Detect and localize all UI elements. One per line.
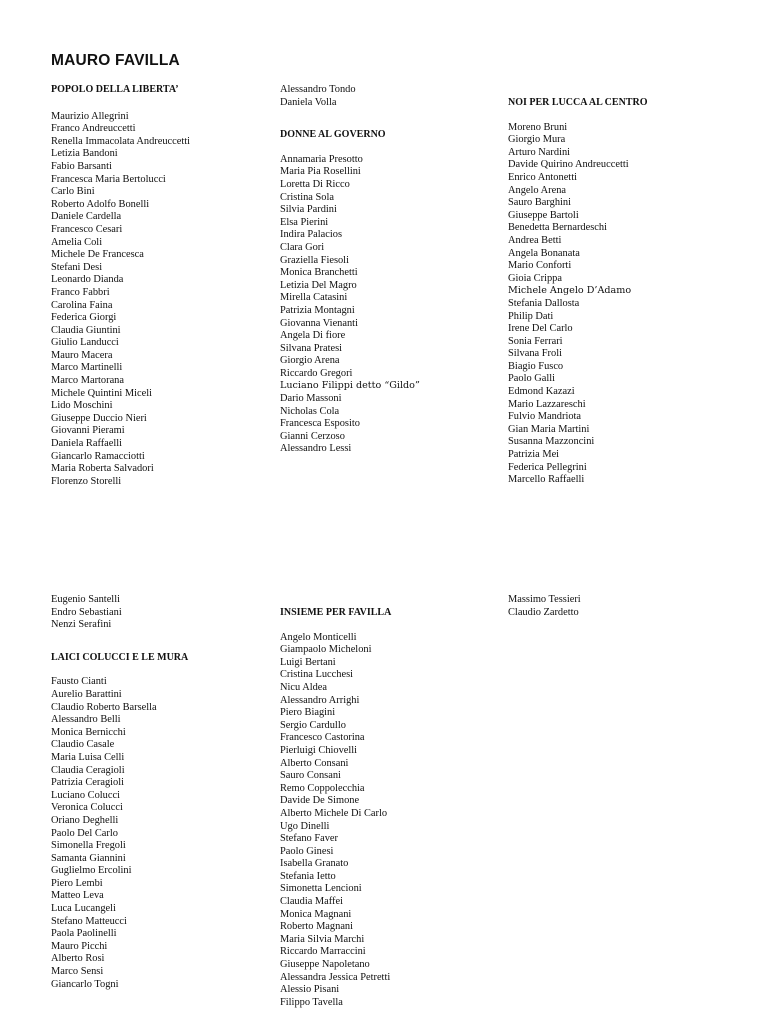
candidate-name: Amelia Coli xyxy=(51,236,103,248)
candidate-name: Indira Palacios xyxy=(280,229,343,241)
candidate-name: Veronica Colucci xyxy=(51,802,123,814)
candidate-name: Alberto Consani xyxy=(280,757,349,769)
candidate-name: Luca Lucangeli xyxy=(51,903,116,915)
candidate-name: Susanna Mazzoncini xyxy=(508,436,595,448)
candidate-name: Alessandro Tondo xyxy=(280,84,356,95)
candidate-name: Giampaolo Micheloni xyxy=(280,644,372,656)
candidate-name: Gianni Cerzoso xyxy=(280,430,345,442)
candidate-name: Claudia Maffei xyxy=(280,896,343,908)
candidate-name: Paolo Ginesi xyxy=(280,845,334,857)
candidate-name: Paolo Galli xyxy=(508,373,556,385)
candidate-name: Elsa Pierini xyxy=(280,216,329,228)
candidate-name: Remo Coppolecchia xyxy=(280,782,365,794)
candidate-name: Sonia Ferrari xyxy=(508,335,563,347)
candidate-name: Piero Biagini xyxy=(280,707,336,719)
candidate-name: Renella Immacolata Andreuccetti xyxy=(51,135,191,147)
upper-column-1 xyxy=(51,84,271,488)
candidate-name: Isabella Granato xyxy=(280,858,349,870)
candidate-name: Angelo Arena xyxy=(508,184,566,196)
candidate-name: Edmond Kazazi xyxy=(508,386,575,398)
candidate-name: Claudio Zardetto xyxy=(508,606,579,618)
candidate-name: Simonella Fregoli xyxy=(51,840,126,852)
candidate-name: Andrea Betti xyxy=(508,234,562,246)
candidate-name: Nicu Aldea xyxy=(280,681,328,693)
candidate-name: Biagio Fusco xyxy=(508,360,564,372)
candidate-name: Maria Silvia Marchi xyxy=(280,933,365,945)
candidate-name: Maria Pia Rosellini xyxy=(280,166,361,178)
candidate-name: Franco Andreuccetti xyxy=(51,123,136,135)
party-heading: POPOLO DELLA LIBERTA’ xyxy=(51,84,179,95)
candidate-name: Davide De Simone xyxy=(280,795,360,807)
candidate-name: Fabio Barsanti xyxy=(51,160,112,172)
candidate-name: Paolo Del Carlo xyxy=(51,827,118,839)
candidate-name: Patrizia Montagni xyxy=(280,304,355,316)
candidate-name: Sergio Cardullo xyxy=(280,719,346,731)
candidate-name: Ugo Dinelli xyxy=(280,820,330,832)
candidate-name: Claudia Ceragioli xyxy=(51,764,125,776)
candidate-name: Enrico Antonetti xyxy=(508,171,577,183)
candidate-name: Massimo Tessieri xyxy=(508,594,581,605)
candidate-name: Angelo Monticelli xyxy=(280,631,357,643)
candidate-name: Nicholas Cola xyxy=(280,405,340,417)
candidate-name: Pierluigi Chiovelli xyxy=(280,744,358,756)
lower-column-2 xyxy=(280,607,500,1009)
candidate-name: Gian Maria Martini xyxy=(508,423,590,435)
candidate-name: Letizia Bandoni xyxy=(51,148,118,160)
candidate-name: Riccardo Marraccini xyxy=(280,946,366,958)
candidate-name: Maria Luisa Celli xyxy=(51,751,125,763)
candidate-name: Aurelio Barattini xyxy=(51,688,122,700)
continued-candidate-list xyxy=(508,594,728,619)
candidate-name: Endro Sebastiani xyxy=(51,606,122,618)
candidate-name: Sauro Barghini xyxy=(508,197,572,209)
candidate-name: Angela Bonanata xyxy=(508,247,580,259)
candidate-name: Riccardo Gregori xyxy=(280,367,353,379)
candidate-list xyxy=(280,154,500,456)
candidate-name: Francesca Maria Bertolucci xyxy=(51,173,166,185)
candidate-name: Piero Lembi xyxy=(51,877,103,889)
candidate-name: Mario Lazzareschi xyxy=(508,398,586,410)
candidate-name: Arturo Nardini xyxy=(508,146,571,158)
candidate-name: Annamaria Presotto xyxy=(280,153,363,165)
candidate-name: Moreno Bruni xyxy=(508,121,568,133)
lower-column-1 xyxy=(51,594,271,991)
candidate-name: Lido Moschini xyxy=(51,400,113,412)
candidate-name: Alberto Rosi xyxy=(51,953,105,965)
candidate-name: Luigi Bertani xyxy=(280,656,336,668)
candidate-name: Fausto Cianti xyxy=(51,676,107,688)
candidate-name: Benedetta Bernardeschi xyxy=(508,222,607,234)
candidate-name: Fulvio Mandriota xyxy=(508,411,582,423)
candidate-name: Monica Branchetti xyxy=(280,267,358,279)
candidate-name: Giuseppe Napoletano xyxy=(280,959,370,971)
candidate-name: Alessandro Arrighi xyxy=(280,694,360,706)
candidate-name: Oriano Deghelli xyxy=(51,814,119,826)
candidate-name: Mario Conforti xyxy=(508,260,572,272)
candidate-name: Marco Martinelli xyxy=(51,362,123,374)
candidate-name: Michele De Francesca xyxy=(51,249,144,261)
candidate-name: Giuseppe Duccio Nieri xyxy=(51,412,147,424)
document-title: MAURO FAVILLA xyxy=(51,52,180,69)
candidate-name: Marco Sensi xyxy=(51,966,104,978)
candidate-name: Giovanni Pierami xyxy=(51,425,125,437)
candidate-name: Daniela Volla xyxy=(280,96,337,108)
candidate-name: Alessandra Jessica Petretti xyxy=(280,971,391,983)
candidate-name: Francesca Esposito xyxy=(280,418,360,430)
candidate-name: Gioia Crippa xyxy=(508,272,562,284)
candidate-name: Luciano Colucci xyxy=(51,789,120,801)
candidate-name: Davide Quirino Andreuccetti xyxy=(508,159,629,171)
candidate-name: Monica Bernicchi xyxy=(51,726,126,738)
party-heading: LAICI COLUCCI E LE MURA xyxy=(51,651,189,663)
candidate-list xyxy=(51,111,271,489)
candidate-name: Stefania Dallosta xyxy=(508,297,580,309)
candidate-name: Paola Paolinelli xyxy=(51,928,117,940)
candidate-list xyxy=(51,676,271,991)
candidate-name: Stefania Ietto xyxy=(280,870,336,882)
candidate-name: Patrizia Mei xyxy=(508,449,560,461)
candidate-name: Silvana Pratesi xyxy=(280,342,343,354)
candidate-name: Cristina Sola xyxy=(280,191,334,203)
candidate-name: Maurizio Allegrini xyxy=(51,110,129,122)
candidate-name: Alessandro Belli xyxy=(51,714,121,726)
candidate-name: Claudio Casale xyxy=(51,739,115,751)
candidate-name: Dario Massoni xyxy=(280,393,342,405)
candidate-name: Clara Gori xyxy=(280,241,325,253)
candidate-name: Franco Fabbri xyxy=(51,286,110,298)
candidate-name: Marcello Raffaelli xyxy=(508,474,585,486)
candidate-name: Stefano Faver xyxy=(280,833,338,845)
candidate-name: Samanta Giannini xyxy=(51,852,126,864)
candidate-name: Nenzi Serafini xyxy=(51,619,112,631)
candidate-name: Patrizia Ceragioli xyxy=(51,777,124,789)
party-heading: INSIEME PER FAVILLA xyxy=(280,607,392,618)
candidate-name: Philip Dati xyxy=(508,310,554,322)
candidate-name: Giuseppe Bartoli xyxy=(508,209,579,221)
lower-column-3 xyxy=(508,594,728,619)
candidate-name: Roberto Adolfo Bonelli xyxy=(51,198,150,210)
candidate-name: Leonardo Dianda xyxy=(51,274,124,286)
candidate-name: Matteo Leva xyxy=(51,890,104,902)
candidate-name: Florenzo Storelli xyxy=(51,475,122,487)
upper-column-3 xyxy=(508,97,728,487)
candidate-name: Loretta Di Ricco xyxy=(280,178,350,190)
candidate-name: Eugenio Santelli xyxy=(51,594,120,605)
candidate-name: Simonetta Lencioni xyxy=(280,883,362,895)
candidate-name: Mirella Catasini xyxy=(280,292,348,304)
candidate-name: Angela Di fiore xyxy=(280,330,346,342)
candidate-name: Sauro Consani xyxy=(280,770,341,782)
candidate-name: Giancarlo Togni xyxy=(51,978,119,990)
candidate-name: Stefani Desi xyxy=(51,261,103,273)
candidate-name: Alberto Michele Di Carlo xyxy=(280,807,388,819)
candidate-name: Filippo Tavella xyxy=(280,996,343,1008)
candidate-name: Giancarlo Ramacciotti xyxy=(51,450,145,462)
candidate-name: Michele Angelo D’Adamo xyxy=(508,285,632,297)
candidate-name: Guglielmo Ercolini xyxy=(51,865,132,877)
candidate-name: Federica Giorgi xyxy=(51,312,117,324)
candidate-name: Giorgio Mura xyxy=(508,134,566,146)
candidate-name: Giorgio Arena xyxy=(280,355,340,367)
candidate-name: Daniela Raffaelli xyxy=(51,438,123,450)
candidate-name: Alessio Pisani xyxy=(280,984,340,996)
candidate-name: Mauro Macera xyxy=(51,349,113,361)
candidate-name: Graziella Fiesoli xyxy=(280,254,349,266)
candidate-name: Silvia Pardini xyxy=(280,204,337,216)
continued-candidate-list xyxy=(280,84,500,109)
candidate-name: Cristina Lucchesi xyxy=(280,669,354,681)
candidate-name: Claudio Roberto Barsella xyxy=(51,701,157,713)
upper-column-2 xyxy=(280,84,500,456)
candidate-name: Alessandro Lessi xyxy=(280,443,352,455)
candidate-name: Daniele Cardella xyxy=(51,211,122,223)
continued-candidate-list xyxy=(51,594,271,632)
candidate-name: Claudia Giuntini xyxy=(51,324,121,336)
candidate-name: Carolina Faina xyxy=(51,299,113,311)
party-heading: DONNE AL GOVERNO xyxy=(280,129,386,141)
candidate-name: Silvana Froli xyxy=(508,348,562,360)
candidate-name: Michele Quintini Miceli xyxy=(51,387,152,399)
candidate-name: Francesco Cesari xyxy=(51,223,123,235)
candidate-name: Luciano Filippi detto “Gildo” xyxy=(280,380,420,392)
candidate-name: Giovanna Vienanti xyxy=(280,317,358,329)
candidate-name: Letizia Del Magro xyxy=(280,279,357,291)
party-heading: NOI PER LUCCA AL CENTRO xyxy=(508,97,648,108)
candidate-list xyxy=(508,122,728,487)
candidate-name: Maria Roberta Salvadori xyxy=(51,463,154,475)
candidate-name: Francesco Castorina xyxy=(280,732,365,744)
candidate-name: Giulio Landucci xyxy=(51,337,119,349)
candidate-name: Mauro Picchi xyxy=(51,940,108,952)
candidate-name: Stefano Matteucci xyxy=(51,915,127,927)
candidate-list xyxy=(280,632,500,1010)
candidate-name: Marco Martorana xyxy=(51,375,124,387)
candidate-name: Irene Del Carlo xyxy=(508,323,573,335)
candidate-name: Monica Magnani xyxy=(280,908,352,920)
candidate-name: Roberto Magnani xyxy=(280,921,354,933)
candidate-name: Federica Pellegrini xyxy=(508,461,587,473)
candidate-name: Carlo Bini xyxy=(51,186,95,198)
